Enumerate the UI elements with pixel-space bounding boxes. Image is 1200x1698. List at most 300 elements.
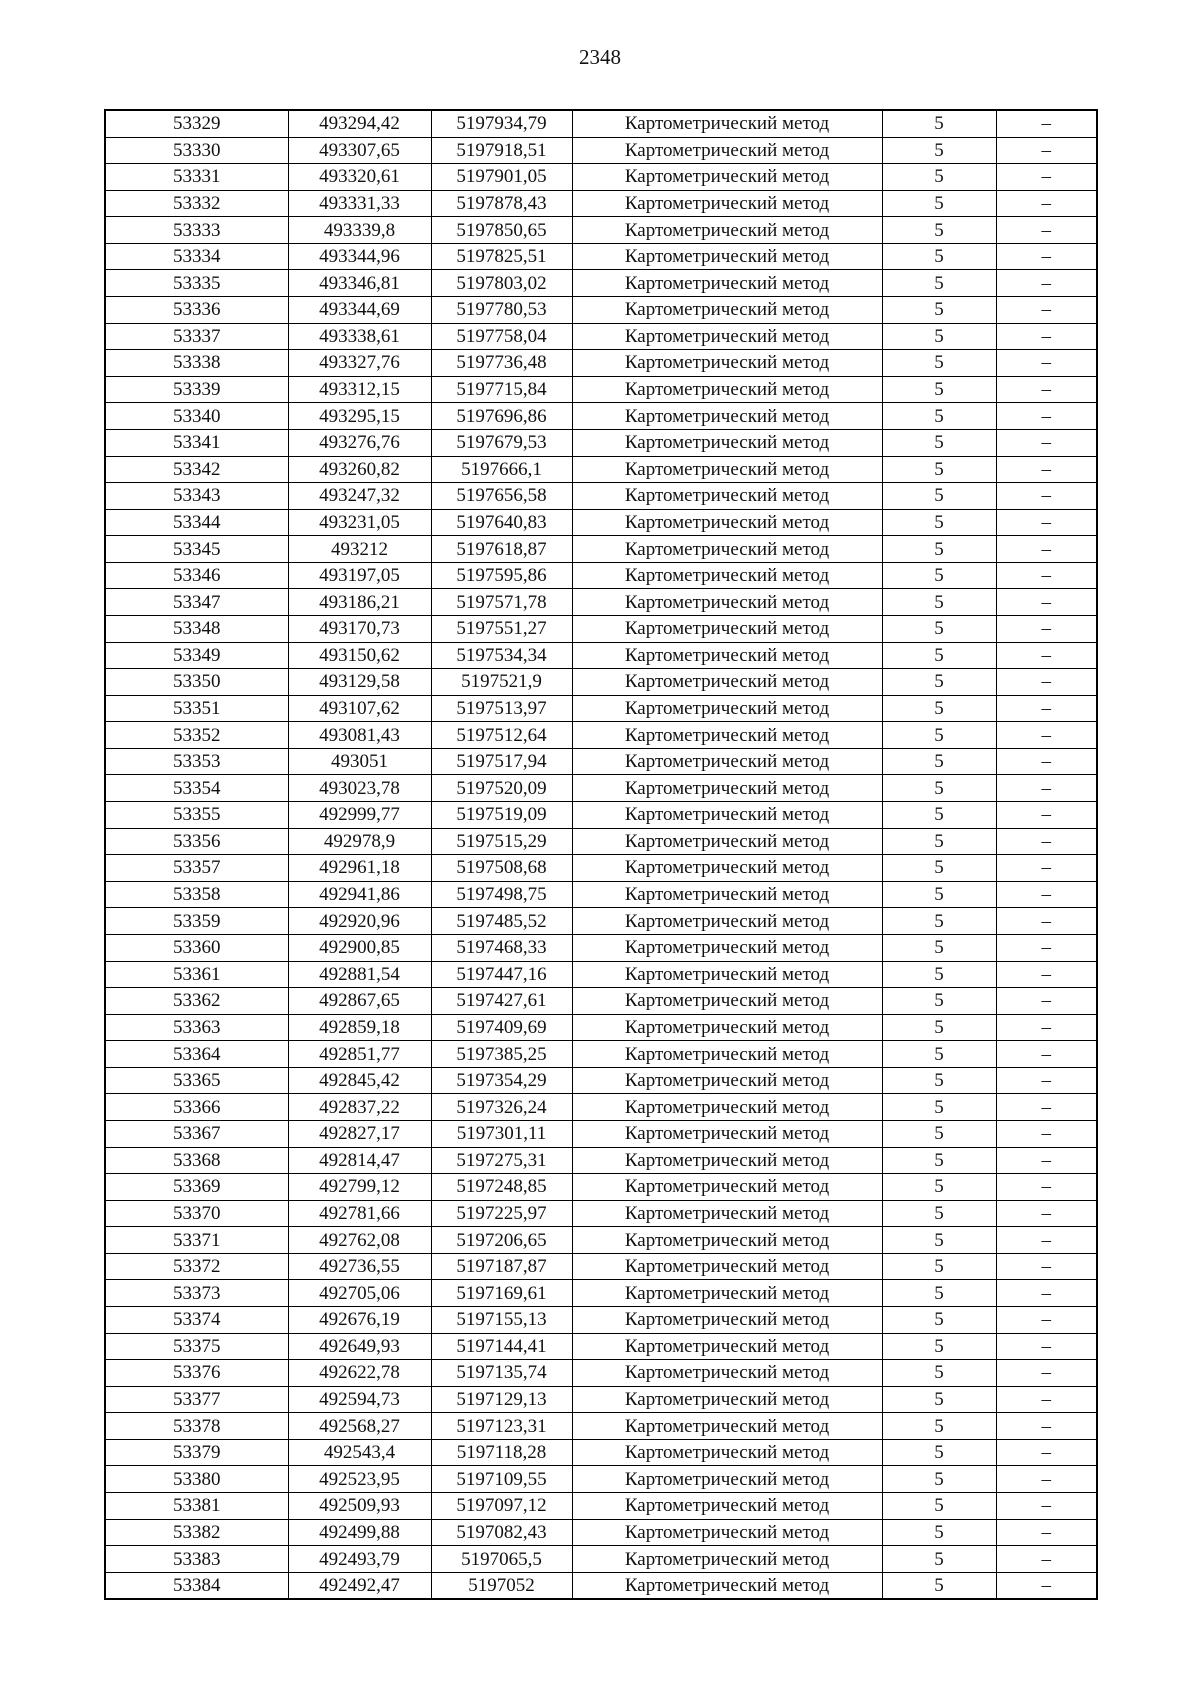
y-coordinate-cell: 5197595,86 [431, 562, 572, 589]
method-cell: Картометрический метод [572, 1360, 882, 1387]
y-coordinate-cell: 5197135,74 [431, 1360, 572, 1387]
y-coordinate-cell: 5197118,28 [431, 1439, 572, 1466]
table-row [105, 509, 1097, 536]
note-cell: – [996, 376, 1097, 403]
point-number-cell: 53330 [105, 137, 288, 164]
point-number-cell: 53368 [105, 1147, 288, 1174]
note-cell: – [996, 988, 1097, 1015]
accuracy-cell: 5 [882, 802, 996, 829]
note-cell: – [996, 1386, 1097, 1413]
method-cell: Картометрический метод [572, 217, 882, 244]
table-row [105, 297, 1097, 324]
method-cell: Картометрический метод [572, 1493, 882, 1520]
method-cell: Картометрический метод [572, 908, 882, 935]
accuracy-cell: 5 [882, 748, 996, 775]
note-cell: – [996, 961, 1097, 988]
accuracy-cell: 5 [882, 1014, 996, 1041]
accuracy-cell: 5 [882, 270, 996, 297]
method-cell: Картометрический метод [572, 456, 882, 483]
point-number-cell: 53332 [105, 190, 288, 217]
accuracy-cell: 5 [882, 1466, 996, 1493]
point-number-cell: 53344 [105, 509, 288, 536]
note-cell: – [996, 1307, 1097, 1334]
note-cell: – [996, 695, 1097, 722]
table-row [105, 961, 1097, 988]
table-row [105, 1147, 1097, 1174]
accuracy-cell: 5 [882, 1200, 996, 1227]
note-cell: – [996, 1360, 1097, 1387]
x-coordinate-cell: 493295,15 [288, 403, 431, 430]
note-cell: – [996, 642, 1097, 669]
table-row [105, 1413, 1097, 1440]
note-cell: – [996, 456, 1097, 483]
accuracy-cell: 5 [882, 1386, 996, 1413]
point-number-cell: 53381 [105, 1493, 288, 1520]
table-row [105, 828, 1097, 855]
y-coordinate-cell: 5197301,11 [431, 1120, 572, 1147]
accuracy-cell: 5 [882, 855, 996, 882]
table-row [105, 483, 1097, 510]
table-row [105, 1041, 1097, 1068]
table-row [105, 1333, 1097, 1360]
method-cell: Картометрический метод [572, 1120, 882, 1147]
accuracy-cell: 5 [882, 1360, 996, 1387]
accuracy-cell: 5 [882, 642, 996, 669]
note-cell: – [996, 297, 1097, 324]
table-row [105, 908, 1097, 935]
x-coordinate-cell: 492676,19 [288, 1307, 431, 1334]
x-coordinate-cell: 493307,65 [288, 137, 431, 164]
method-cell: Картометрический метод [572, 1413, 882, 1440]
point-number-cell: 53374 [105, 1307, 288, 1334]
method-cell: Картометрический метод [572, 483, 882, 510]
table-row [105, 642, 1097, 669]
accuracy-cell: 5 [882, 1041, 996, 1068]
table-row [105, 1466, 1097, 1493]
note-cell: – [996, 1120, 1097, 1147]
y-coordinate-cell: 5197385,25 [431, 1041, 572, 1068]
x-coordinate-cell: 492594,73 [288, 1386, 431, 1413]
y-coordinate-cell: 5197326,24 [431, 1094, 572, 1121]
accuracy-cell: 5 [882, 1280, 996, 1307]
note-cell: – [996, 164, 1097, 191]
accuracy-cell: 5 [882, 1147, 996, 1174]
table-row [105, 350, 1097, 377]
method-cell: Картометрический метод [572, 642, 882, 669]
y-coordinate-cell: 5197109,55 [431, 1466, 572, 1493]
table-row [105, 1094, 1097, 1121]
y-coordinate-cell: 5197878,43 [431, 190, 572, 217]
x-coordinate-cell: 493150,62 [288, 642, 431, 669]
note-cell: – [996, 1253, 1097, 1280]
note-cell: – [996, 110, 1097, 137]
x-coordinate-cell: 492827,17 [288, 1120, 431, 1147]
note-cell: – [996, 1094, 1097, 1121]
table-row [105, 669, 1097, 696]
y-coordinate-cell: 5197918,51 [431, 137, 572, 164]
table-row [105, 110, 1097, 137]
point-number-cell: 53360 [105, 934, 288, 961]
note-cell: – [996, 1067, 1097, 1094]
accuracy-cell: 5 [882, 669, 996, 696]
accuracy-cell: 5 [882, 164, 996, 191]
note-cell: – [996, 1413, 1097, 1440]
x-coordinate-cell: 492920,96 [288, 908, 431, 935]
point-number-cell: 53347 [105, 589, 288, 616]
accuracy-cell: 5 [882, 110, 996, 137]
method-cell: Картометрический метод [572, 961, 882, 988]
note-cell: – [996, 881, 1097, 908]
table-row [105, 190, 1097, 217]
note-cell: – [996, 589, 1097, 616]
method-cell: Картометрический метод [572, 1333, 882, 1360]
method-cell: Картометрический метод [572, 403, 882, 430]
accuracy-cell: 5 [882, 243, 996, 270]
point-number-cell: 53336 [105, 297, 288, 324]
y-coordinate-cell: 5197512,64 [431, 722, 572, 749]
x-coordinate-cell: 493320,61 [288, 164, 431, 191]
y-coordinate-cell: 5197551,27 [431, 615, 572, 642]
table-row [105, 217, 1097, 244]
x-coordinate-cell: 493051 [288, 748, 431, 775]
x-coordinate-cell: 493197,05 [288, 562, 431, 589]
method-cell: Картометрический метод [572, 1466, 882, 1493]
note-cell: – [996, 802, 1097, 829]
y-coordinate-cell: 5197825,51 [431, 243, 572, 270]
y-coordinate-cell: 5197736,48 [431, 350, 572, 377]
point-number-cell: 53375 [105, 1333, 288, 1360]
x-coordinate-cell: 493338,61 [288, 323, 431, 350]
y-coordinate-cell: 5197508,68 [431, 855, 572, 882]
point-number-cell: 53334 [105, 243, 288, 270]
method-cell: Картометрический метод [572, 110, 882, 137]
x-coordinate-cell: 492941,86 [288, 881, 431, 908]
method-cell: Картометрический метод [572, 775, 882, 802]
y-coordinate-cell: 5197640,83 [431, 509, 572, 536]
x-coordinate-cell: 493170,73 [288, 615, 431, 642]
point-number-cell: 53369 [105, 1174, 288, 1201]
accuracy-cell: 5 [882, 562, 996, 589]
method-cell: Картометрический метод [572, 1386, 882, 1413]
point-number-cell: 53371 [105, 1227, 288, 1254]
note-cell: – [996, 934, 1097, 961]
x-coordinate-cell: 492543,4 [288, 1439, 431, 1466]
method-cell: Картометрический метод [572, 748, 882, 775]
x-coordinate-cell: 493344,96 [288, 243, 431, 270]
note-cell: – [996, 403, 1097, 430]
y-coordinate-cell: 5197065,5 [431, 1546, 572, 1573]
method-cell: Картометрический метод [572, 164, 882, 191]
y-coordinate-cell: 5197169,61 [431, 1280, 572, 1307]
accuracy-cell: 5 [882, 1413, 996, 1440]
table-row [105, 748, 1097, 775]
x-coordinate-cell: 492736,55 [288, 1253, 431, 1280]
table-row [105, 934, 1097, 961]
y-coordinate-cell: 5197934,79 [431, 110, 572, 137]
note-cell: – [996, 190, 1097, 217]
point-number-cell: 53356 [105, 828, 288, 855]
method-cell: Картометрический метод [572, 1174, 882, 1201]
y-coordinate-cell: 5197275,31 [431, 1147, 572, 1174]
accuracy-cell: 5 [882, 1572, 996, 1599]
table-row [105, 1067, 1097, 1094]
point-number-cell: 53349 [105, 642, 288, 669]
y-coordinate-cell: 5197155,13 [431, 1307, 572, 1334]
point-number-cell: 53355 [105, 802, 288, 829]
accuracy-cell: 5 [882, 1519, 996, 1546]
accuracy-cell: 5 [882, 297, 996, 324]
method-cell: Картометрический метод [572, 429, 882, 456]
accuracy-cell: 5 [882, 589, 996, 616]
table-row [105, 1546, 1097, 1573]
table-row [105, 323, 1097, 350]
x-coordinate-cell: 492859,18 [288, 1014, 431, 1041]
note-cell: – [996, 562, 1097, 589]
point-number-cell: 53358 [105, 881, 288, 908]
x-coordinate-cell: 493276,76 [288, 429, 431, 456]
y-coordinate-cell: 5197225,97 [431, 1200, 572, 1227]
point-number-cell: 53362 [105, 988, 288, 1015]
note-cell: – [996, 1493, 1097, 1520]
method-cell: Картометрический метод [572, 669, 882, 696]
table-row [105, 1439, 1097, 1466]
table-row [105, 137, 1097, 164]
y-coordinate-cell: 5197656,58 [431, 483, 572, 510]
y-coordinate-cell: 5197901,05 [431, 164, 572, 191]
x-coordinate-cell: 493023,78 [288, 775, 431, 802]
y-coordinate-cell: 5197571,78 [431, 589, 572, 616]
y-coordinate-cell: 5197206,65 [431, 1227, 572, 1254]
method-cell: Картометрический метод [572, 615, 882, 642]
y-coordinate-cell: 5197534,34 [431, 642, 572, 669]
note-cell: – [996, 669, 1097, 696]
note-cell: – [996, 509, 1097, 536]
method-cell: Картометрический метод [572, 1439, 882, 1466]
accuracy-cell: 5 [882, 615, 996, 642]
point-number-cell: 53352 [105, 722, 288, 749]
method-cell: Картометрический метод [572, 934, 882, 961]
accuracy-cell: 5 [882, 403, 996, 430]
table-row [105, 881, 1097, 908]
x-coordinate-cell: 492845,42 [288, 1067, 431, 1094]
method-cell: Картометрический метод [572, 1572, 882, 1599]
table-row [105, 775, 1097, 802]
point-number-cell: 53382 [105, 1519, 288, 1546]
x-coordinate-cell: 492781,66 [288, 1200, 431, 1227]
y-coordinate-cell: 5197409,69 [431, 1014, 572, 1041]
y-coordinate-cell: 5197427,61 [431, 988, 572, 1015]
y-coordinate-cell: 5197129,13 [431, 1386, 572, 1413]
table-row [105, 988, 1097, 1015]
y-coordinate-cell: 5197515,29 [431, 828, 572, 855]
table-row [105, 164, 1097, 191]
point-number-cell: 53335 [105, 270, 288, 297]
y-coordinate-cell: 5197248,85 [431, 1174, 572, 1201]
y-coordinate-cell: 5197498,75 [431, 881, 572, 908]
y-coordinate-cell: 5197519,09 [431, 802, 572, 829]
note-cell: – [996, 350, 1097, 377]
method-cell: Картометрический метод [572, 1067, 882, 1094]
method-cell: Картометрический метод [572, 1546, 882, 1573]
x-coordinate-cell: 493339,8 [288, 217, 431, 244]
x-coordinate-cell: 492867,65 [288, 988, 431, 1015]
method-cell: Картометрический метод [572, 536, 882, 563]
y-coordinate-cell: 5197517,94 [431, 748, 572, 775]
note-cell: – [996, 536, 1097, 563]
table-row [105, 722, 1097, 749]
table-row [105, 1253, 1097, 1280]
table-row [105, 1360, 1097, 1387]
point-number-cell: 53357 [105, 855, 288, 882]
method-cell: Картометрический метод [572, 802, 882, 829]
table-row [105, 1174, 1097, 1201]
x-coordinate-cell: 492649,93 [288, 1333, 431, 1360]
point-number-cell: 53343 [105, 483, 288, 510]
point-number-cell: 53331 [105, 164, 288, 191]
table-row [105, 1493, 1097, 1520]
point-number-cell: 53333 [105, 217, 288, 244]
x-coordinate-cell: 493344,69 [288, 297, 431, 324]
y-coordinate-cell: 5197468,33 [431, 934, 572, 961]
y-coordinate-cell: 5197123,31 [431, 1413, 572, 1440]
accuracy-cell: 5 [882, 190, 996, 217]
x-coordinate-cell: 493129,58 [288, 669, 431, 696]
accuracy-cell: 5 [882, 1439, 996, 1466]
note-cell: – [996, 323, 1097, 350]
accuracy-cell: 5 [882, 217, 996, 244]
accuracy-cell: 5 [882, 828, 996, 855]
note-cell: – [996, 748, 1097, 775]
point-number-cell: 53373 [105, 1280, 288, 1307]
note-cell: – [996, 1519, 1097, 1546]
accuracy-cell: 5 [882, 1227, 996, 1254]
table-row [105, 1280, 1097, 1307]
x-coordinate-cell: 493186,21 [288, 589, 431, 616]
method-cell: Картометрический метод [572, 1200, 882, 1227]
accuracy-cell: 5 [882, 350, 996, 377]
accuracy-cell: 5 [882, 1094, 996, 1121]
method-cell: Картометрический метод [572, 1041, 882, 1068]
table-row [105, 1307, 1097, 1334]
accuracy-cell: 5 [882, 536, 996, 563]
point-number-cell: 53367 [105, 1120, 288, 1147]
x-coordinate-cell: 493312,15 [288, 376, 431, 403]
accuracy-cell: 5 [882, 1174, 996, 1201]
y-coordinate-cell: 5197187,87 [431, 1253, 572, 1280]
method-cell: Картометрический метод [572, 695, 882, 722]
y-coordinate-cell: 5197354,29 [431, 1067, 572, 1094]
point-number-cell: 53348 [105, 615, 288, 642]
x-coordinate-cell: 492999,77 [288, 802, 431, 829]
table-row [105, 1200, 1097, 1227]
accuracy-cell: 5 [882, 1333, 996, 1360]
point-number-cell: 53378 [105, 1413, 288, 1440]
method-cell: Картометрический метод [572, 137, 882, 164]
table-row [105, 615, 1097, 642]
note-cell: – [996, 429, 1097, 456]
point-number-cell: 53341 [105, 429, 288, 456]
x-coordinate-cell: 493212 [288, 536, 431, 563]
x-coordinate-cell: 493081,43 [288, 722, 431, 749]
accuracy-cell: 5 [882, 137, 996, 164]
x-coordinate-cell: 492799,12 [288, 1174, 431, 1201]
accuracy-cell: 5 [882, 429, 996, 456]
point-number-cell: 53338 [105, 350, 288, 377]
method-cell: Картометрический метод [572, 1014, 882, 1041]
note-cell: – [996, 775, 1097, 802]
accuracy-cell: 5 [882, 1120, 996, 1147]
method-cell: Картометрический метод [572, 881, 882, 908]
x-coordinate-cell: 493107,62 [288, 695, 431, 722]
point-number-cell: 53346 [105, 562, 288, 589]
point-number-cell: 53384 [105, 1572, 288, 1599]
accuracy-cell: 5 [882, 908, 996, 935]
note-cell: – [996, 1147, 1097, 1174]
x-coordinate-cell: 492568,27 [288, 1413, 431, 1440]
accuracy-cell: 5 [882, 695, 996, 722]
y-coordinate-cell: 5197780,53 [431, 297, 572, 324]
accuracy-cell: 5 [882, 775, 996, 802]
table-row [105, 243, 1097, 270]
point-number-cell: 53329 [105, 110, 288, 137]
y-coordinate-cell: 5197803,02 [431, 270, 572, 297]
accuracy-cell: 5 [882, 483, 996, 510]
table-row [105, 695, 1097, 722]
method-cell: Картометрический метод [572, 1094, 882, 1121]
y-coordinate-cell: 5197679,53 [431, 429, 572, 456]
accuracy-cell: 5 [882, 881, 996, 908]
method-cell: Картометрический метод [572, 1519, 882, 1546]
note-cell: – [996, 615, 1097, 642]
method-cell: Картометрический метод [572, 1147, 882, 1174]
note-cell: – [996, 1041, 1097, 1068]
table-row [105, 1014, 1097, 1041]
point-number-cell: 53377 [105, 1386, 288, 1413]
y-coordinate-cell: 5197144,41 [431, 1333, 572, 1360]
x-coordinate-cell: 492978,9 [288, 828, 431, 855]
y-coordinate-cell: 5197850,65 [431, 217, 572, 244]
table-row [105, 1386, 1097, 1413]
y-coordinate-cell: 5197052 [431, 1572, 572, 1599]
note-cell: – [996, 1280, 1097, 1307]
x-coordinate-cell: 493327,76 [288, 350, 431, 377]
method-cell: Картометрический метод [572, 323, 882, 350]
table-row [105, 429, 1097, 456]
point-number-cell: 53361 [105, 961, 288, 988]
accuracy-cell: 5 [882, 509, 996, 536]
y-coordinate-cell: 5197485,52 [431, 908, 572, 935]
accuracy-cell: 5 [882, 722, 996, 749]
x-coordinate-cell: 492705,06 [288, 1280, 431, 1307]
coordinates-table-body [105, 110, 1097, 1599]
table-row [105, 270, 1097, 297]
point-number-cell: 53339 [105, 376, 288, 403]
method-cell: Картометрический метод [572, 190, 882, 217]
table-row [105, 802, 1097, 829]
point-number-cell: 53345 [105, 536, 288, 563]
x-coordinate-cell: 493260,82 [288, 456, 431, 483]
x-coordinate-cell: 492881,54 [288, 961, 431, 988]
point-number-cell: 53383 [105, 1546, 288, 1573]
accuracy-cell: 5 [882, 456, 996, 483]
x-coordinate-cell: 492499,88 [288, 1519, 431, 1546]
note-cell: – [996, 722, 1097, 749]
note-cell: – [996, 1200, 1097, 1227]
note-cell: – [996, 1466, 1097, 1493]
table-row [105, 1227, 1097, 1254]
point-number-cell: 53353 [105, 748, 288, 775]
accuracy-cell: 5 [882, 1253, 996, 1280]
